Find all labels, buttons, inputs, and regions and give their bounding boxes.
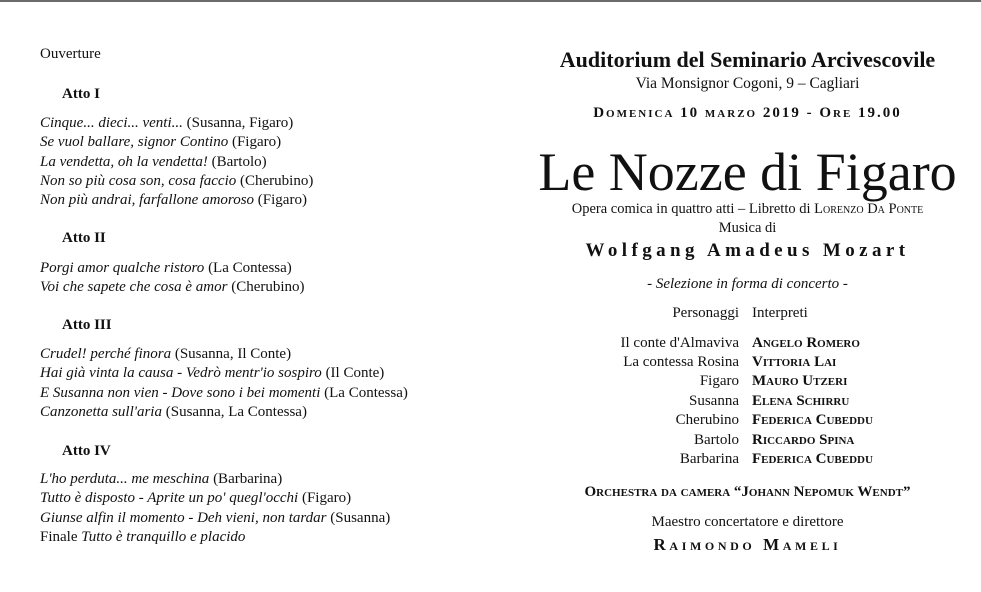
cast-row [520,432,975,452]
cast-singer: Vittoria Lai [752,354,837,370]
cast-row [520,451,975,471]
list-item: La vendetta, oh la vendetta! (Bartolo) [40,153,267,170]
event-date: Domenica 10 marzo 2019 - Ore 19.00 [593,105,902,121]
list-item: Tutto è disposto - Aprite un po' quegl'occhi (Figaro) [40,490,352,507]
list-item: Canzonetta sull'aria (Susanna, La Contessa) [40,403,307,420]
cast-singer: Angelo Romero [752,335,860,351]
cast-singer: Federica Cubeddu [752,412,873,428]
opera-subtitle: Opera comica in quattro atti – Libretto di Lorenzo Da Ponte [571,201,924,217]
cast-role: Il conte d'Almaviva [620,335,739,351]
cast-singer: Elena Schirru [752,393,850,409]
conductor-name: Raimondo Mameli [653,535,842,554]
list-item: Se vuol ballare, signor Contino (Figaro) [40,134,282,151]
music-by-label: Musica di [718,220,777,236]
act-1-heading: Atto I [62,86,100,102]
cast-role: Susanna [689,393,739,409]
opera-title: Le Nozze di Figaro [538,142,957,202]
list-item: Crudel! perché finora (Susanna, Il Conte) [40,346,292,362]
composer-name: Wolfgang Amadeus Mozart [585,240,910,261]
conductor-label: Maestro concertatore e direttore [651,514,844,530]
list-item: Hai già vinta la causa - Vedrò mentr'io sospiro (Il Conte) [40,365,385,382]
list-item: Cinque... dieci... venti... (Susanna, Figaro) [40,115,294,131]
cast-header-roles: Personaggi [672,305,739,321]
list-item: Porgi amor qualche ristoro (La Contessa) [40,260,292,276]
list-item: L'ho perduta... me meschina (Barbarina) [40,471,283,487]
act-1-numbers [40,114,313,210]
concert-selection-note: - Selezione in forma di concerto - [647,276,848,292]
venue-name: Auditorium del Seminario Arcivescovile [559,47,936,72]
cast-role: Cherubino [675,412,739,428]
list-item: Finale Tutto è tranquillo e placido [40,528,246,545]
cast-singer: Riccardo Spina [752,432,855,448]
cast-row [520,393,975,413]
list-item: Voi che sapete che cosa è amor (Cherubino) [40,279,305,296]
cast-singer: Federica Cubeddu [752,451,873,467]
act-4-heading: Atto IV [62,443,111,459]
act-3-numbers [40,345,408,422]
cast-row [520,354,975,374]
overture-label: Ouverture [40,46,101,62]
librettist-name: Lorenzo Da Ponte [814,201,924,217]
list-item: Non più andrai, farfallone amoroso (Figaro) [40,192,307,209]
cast-singer: Mauro Utzeri [752,373,848,389]
cast-row [520,335,975,355]
act-4-numbers [40,470,390,547]
cast-row [520,412,975,432]
act-2-heading: Atto II [62,230,106,246]
list-item: Non so più cosa son, cosa faccio (Cherubino) [40,172,314,189]
act-2-numbers [40,259,305,298]
venue-address: Via Monsignor Cogoni, 9 – Cagliari [635,75,860,92]
orchestra-name: Orchestra da camera “Johann Nepomuk Wendt” [584,484,911,500]
act-3-heading: Atto III [62,317,112,333]
cast-role: Barbarina [679,451,739,467]
cast-row [520,373,975,393]
cast-header-singers: Interpreti [752,305,808,321]
list-item: E Susanna non vien - Dove sono i bei momenti (La Contessa) [40,384,408,401]
top-border-line [0,0,981,2]
list-item: Giunse alfin il momento - Deh vieni, non tardar (Susanna) [40,509,391,526]
cast-role: Bartolo [694,432,739,448]
cast-role: La contessa Rosina [623,354,739,370]
cast-role: Figaro [699,373,739,389]
